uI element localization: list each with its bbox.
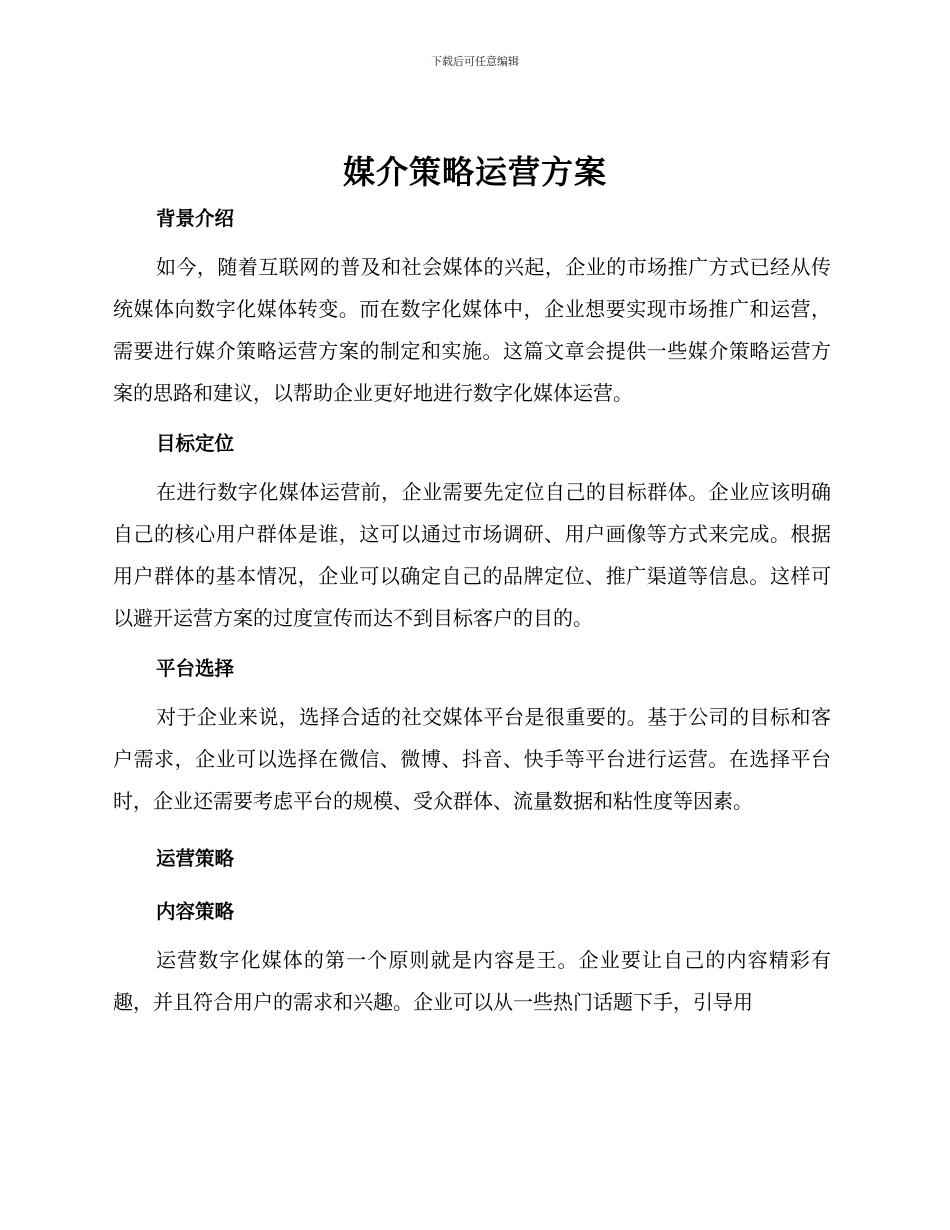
section-heading-background: 背景介绍: [156, 207, 235, 230]
section-paragraph-target-positioning: 在进行数字化媒体运营前，企业需要先定位自己的目标群体。企业应该明确自己的核心用户群体是谁，这可以通过市场调研、用户画像等方式来完成。根据用户群体的基本情况，企业可以确定自己的品牌定位、推广渠道等信息。这样可以避开运营方案的过度宣传而达不到目标客户的目的。: [113, 480, 831, 630]
section-heading-platform-selection: 平台选择: [156, 657, 235, 680]
document-body: [113, 201, 831, 1023]
section-paragraph-content-strategy: 运营数字化媒体的第一个原则就是内容是王。企业要让自己的内容精彩有趣，并且符合用户的需求和兴趣。企业可以从一些热门话题下手，引导用: [113, 948, 831, 1014]
section-heading-operation-strategy: 运营策略: [156, 847, 235, 870]
document-title: 媒介策略运营方案: [342, 153, 607, 191]
section-heading-target-positioning: 目标定位: [156, 432, 235, 455]
section-paragraph-platform-selection: 对于企业来说，选择合适的社交媒体平台是很重要的。基于公司的目标和客户需求，企业可以选择在微信、微博、抖音、快手等平台进行运营。在选择平台时，企业还需要考虑平台的规模、受众群体、流量数据和粘性度等因素。: [113, 705, 831, 813]
section-paragraph-background: 如今，随着互联网的普及和社会媒体的兴起，企业的市场推广方式已经从传统媒体向数字化媒体转变。而在数字化媒体中，企业想要实现市场推广和运营，需要进行媒介策略运营方案的制定和实施。这篇文章会提供一些媒介策略运营方案的思路和建议，以帮助企业更好地进行数字化媒体运营。: [113, 255, 831, 405]
page-header-note: 下载后可任意编辑: [431, 55, 519, 68]
section-heading-content-strategy: 内容策略: [156, 900, 235, 923]
